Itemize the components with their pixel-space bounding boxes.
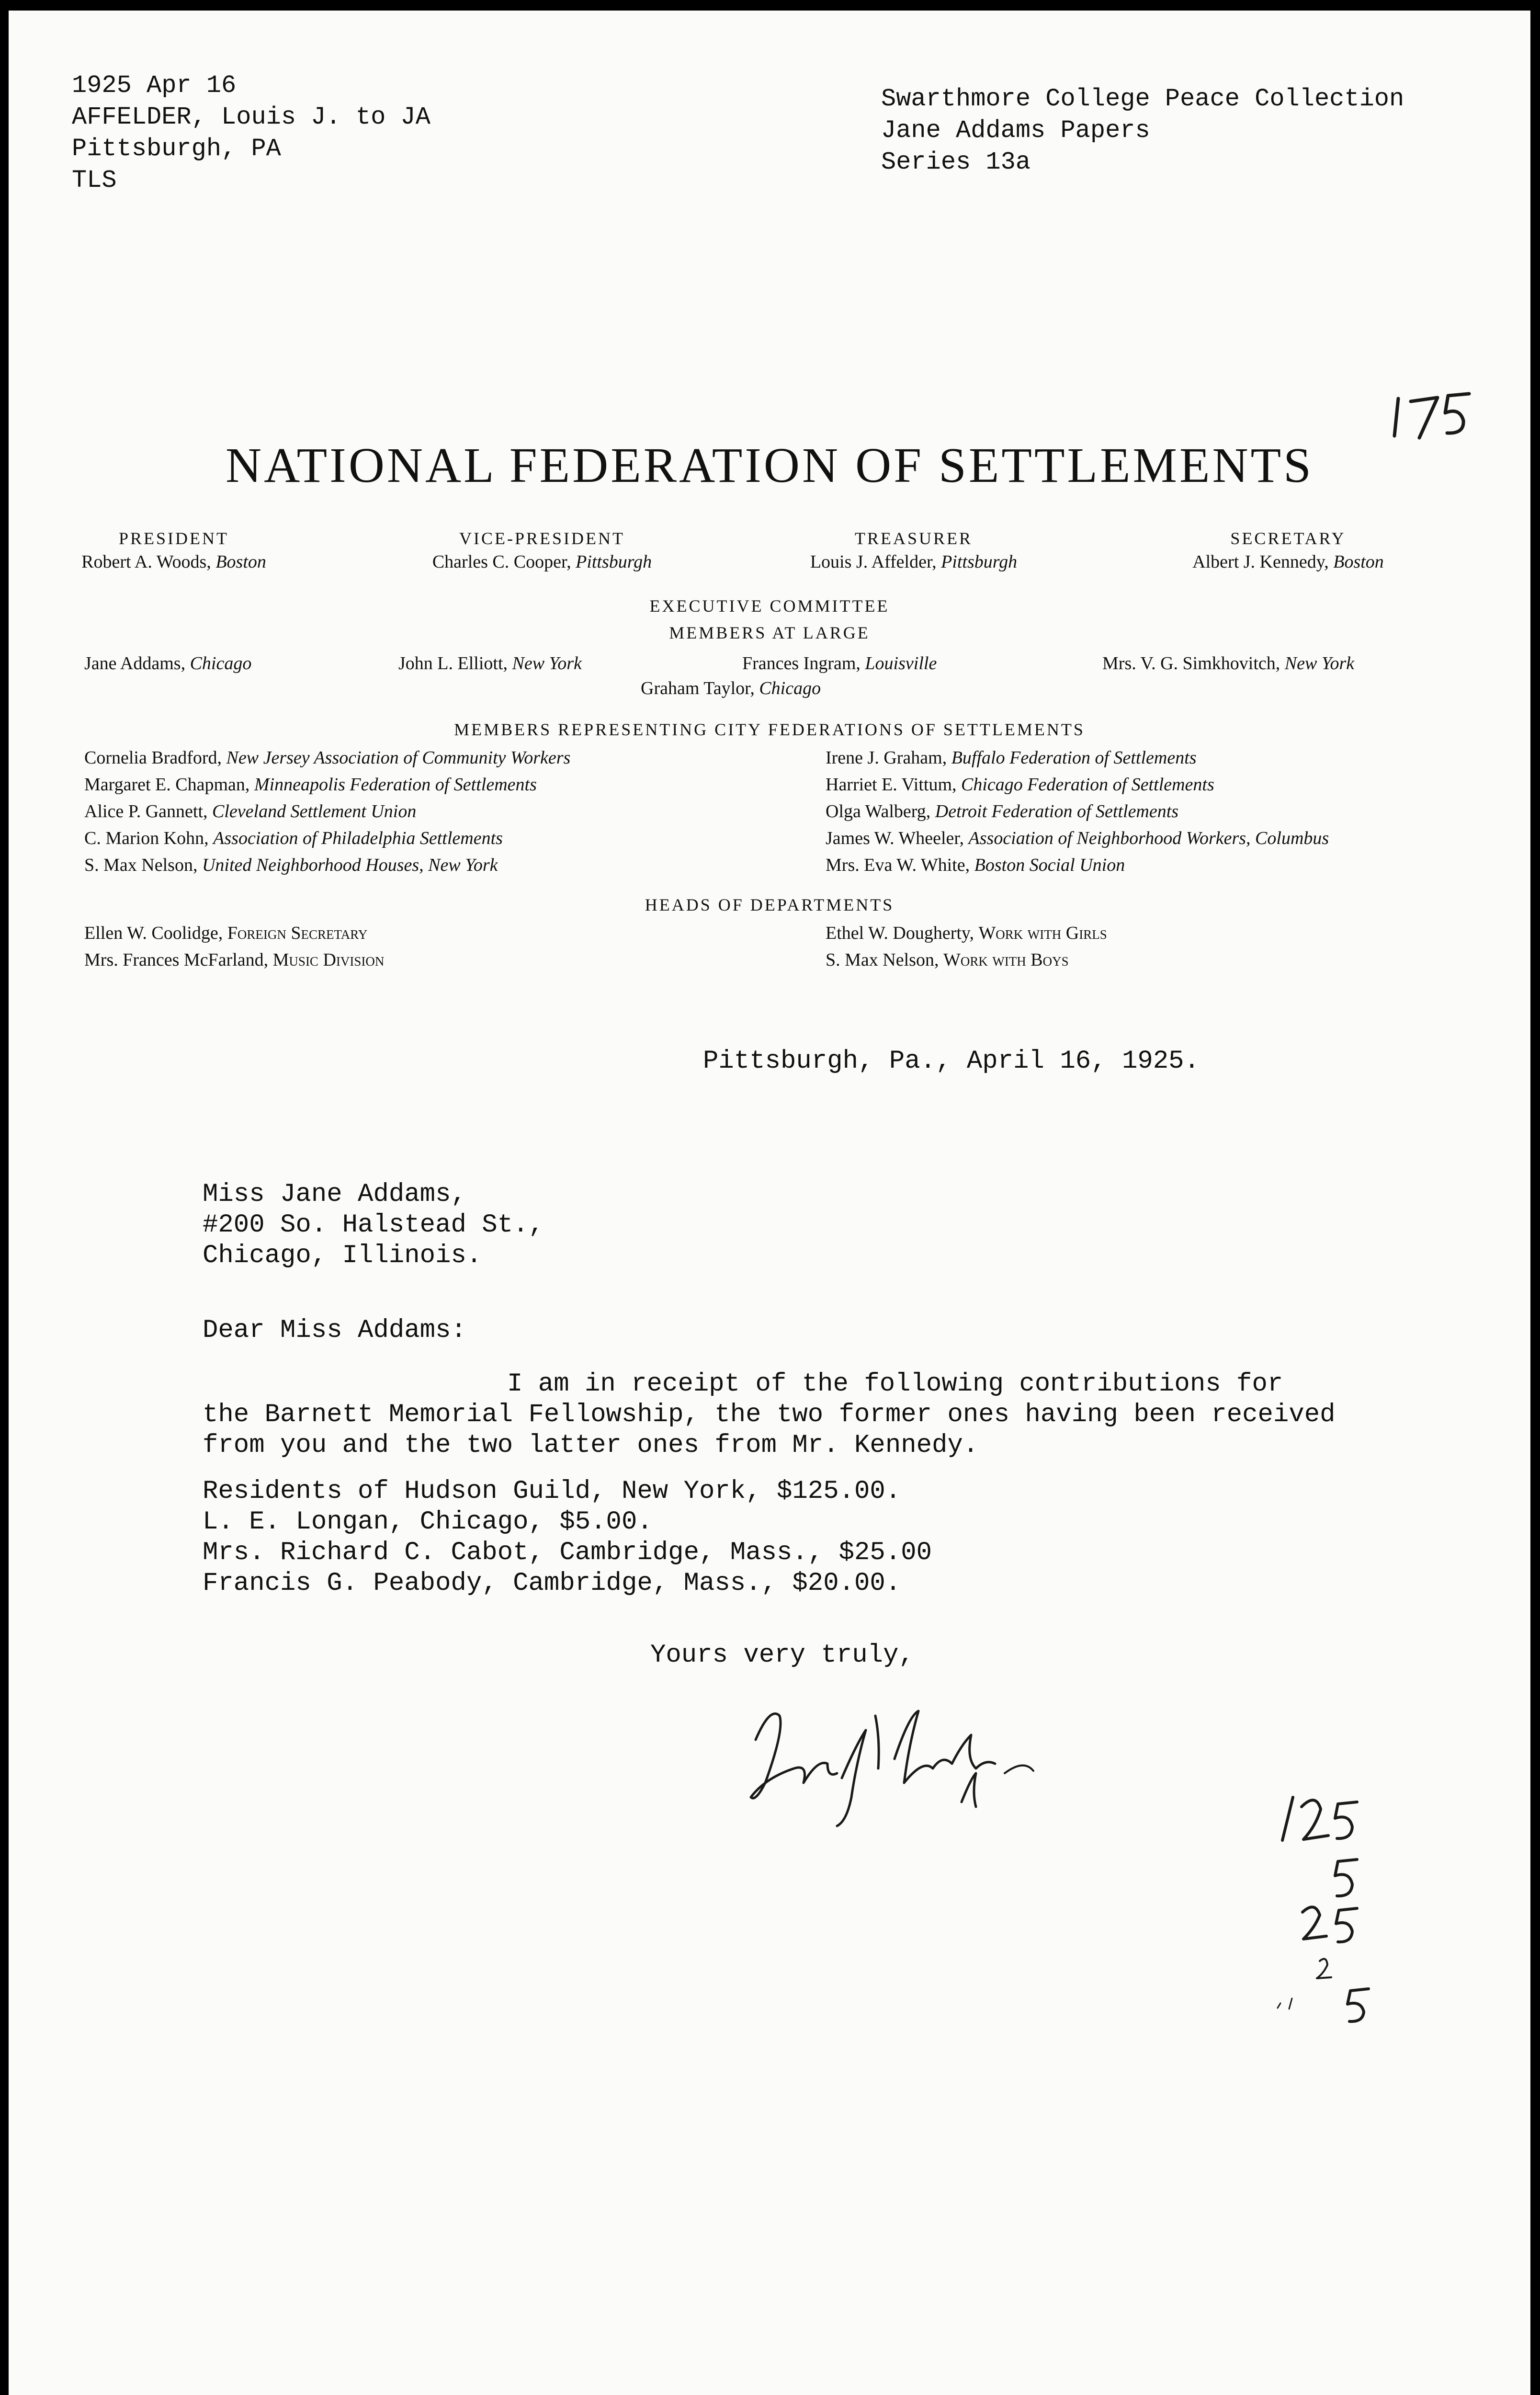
heads-of-departments-heading: HEADS OF DEPARTMENTS	[645, 895, 895, 914]
address-line: Chicago, Illinois.	[203, 1241, 482, 1270]
officer-name: Robert A. Woods,	[81, 552, 211, 572]
head-name: S. Max Nelson,	[826, 950, 939, 970]
member-at-large	[641, 676, 821, 700]
officer-name-line	[746, 550, 1081, 574]
city-federations-left	[84, 744, 570, 878]
body-line: the Barnett Memorial Fellowship, the two former ones having been received	[203, 1400, 1336, 1429]
member-name: Harriet E. Vittum,	[826, 775, 957, 795]
officer-city: Boston	[1333, 552, 1384, 572]
stamp-line: TLS	[72, 166, 117, 194]
member-name: Irene J. Graham,	[826, 748, 947, 768]
stamp-line: Swarthmore College Peace Collection	[881, 85, 1404, 113]
officer-treasurer	[746, 527, 1081, 574]
officer-role: VICE-PRESIDENT	[459, 529, 625, 548]
member-org: Cleveland Settlement Union	[212, 801, 417, 821]
officer-name-line	[374, 550, 710, 574]
member-org: Association of Philadelphia Settlements	[213, 828, 503, 848]
signature	[736, 1687, 1081, 1840]
head-name: Ellen W. Coolidge,	[84, 923, 223, 943]
officer-name: Charles C. Cooper,	[432, 552, 571, 572]
members-at-large-heading: MEMBERS AT LARGE	[669, 623, 870, 642]
member-name: Olga Walberg,	[826, 801, 931, 821]
contribution-line: Francis G. Peabody, Cambridge, Mass., $20.00.	[203, 1569, 901, 1598]
head-name: Mrs. Frances McFarland,	[84, 950, 269, 970]
heads-left	[84, 920, 384, 973]
city-federations-right	[826, 744, 1329, 878]
member-city: Chicago	[190, 653, 252, 673]
federation-member	[826, 798, 1329, 825]
stamp-line: Series 13a	[881, 148, 1031, 176]
member-city: New York	[1284, 653, 1355, 673]
member-city: Louisville	[865, 653, 937, 673]
body-line: I am in receipt of the following contributions for	[507, 1369, 1283, 1399]
officer-role: PRESIDENT	[118, 529, 229, 548]
federation-member	[84, 798, 570, 825]
executive-committee-heading: EXECUTIVE COMMITTEE	[649, 596, 890, 616]
officer-city: Pittsburgh	[941, 552, 1018, 572]
officer-role: TREASURER	[854, 529, 973, 548]
margin-tally	[1263, 1783, 1426, 2022]
city-federations-heading: MEMBERS REPRESENTING CITY FEDERATIONS OF SETTLEMENTS	[454, 720, 1085, 739]
tally-value	[1263, 2022, 1264, 2023]
member-city: New York	[512, 653, 582, 673]
member-name: C. Marion Kohn,	[84, 828, 209, 848]
member-name: John L. Elliott,	[398, 653, 508, 673]
department-head	[84, 947, 384, 973]
officer-city: Boston	[215, 552, 266, 572]
department-head	[84, 920, 384, 947]
officer-name-line	[1121, 550, 1456, 574]
officer-name-line	[6, 550, 341, 574]
federation-member	[826, 771, 1329, 798]
stamp-line: Jane Addams Papers	[881, 116, 1150, 145]
member-at-large	[398, 651, 582, 675]
federation-member	[84, 744, 570, 771]
contribution-line: L. E. Longan, Chicago, $5.00.	[203, 1507, 653, 1537]
dateline: Pittsburgh, Pa., April 16, 1925.	[703, 1047, 1200, 1076]
contribution-line: Mrs. Richard C. Cabot, Cambridge, Mass., $25.00	[203, 1538, 932, 1567]
member-org: Minneapolis Federation of Settlements	[254, 775, 537, 795]
member-org: Association of Neighborhood Workers, Columbus	[968, 828, 1329, 848]
federation-member	[826, 852, 1329, 878]
officer-city: Pittsburgh	[576, 552, 652, 572]
member-org: New Jersey Association of Community Workers	[226, 748, 571, 768]
member-at-large	[84, 651, 251, 675]
member-name: Mrs. Eva W. White,	[826, 855, 970, 875]
address-line: Miss Jane Addams,	[203, 1180, 466, 1209]
member-at-large	[1102, 651, 1354, 675]
heads-right	[826, 920, 1107, 973]
stamp-line: Pittsburgh, PA	[72, 135, 281, 163]
officer-president	[6, 527, 341, 574]
head-dept: Music Division	[272, 950, 385, 970]
member-org: United Neighborhood Houses, New York	[202, 855, 498, 875]
member-org: Boston Social Union	[974, 855, 1125, 875]
member-name: Mrs. V. G. Simkhovitch,	[1102, 653, 1280, 673]
body-line: from you and the two latter ones from Mr. Kennedy.	[203, 1431, 979, 1460]
member-org: Buffalo Federation of Settlements	[951, 748, 1197, 768]
stamp-line: AFFELDER, Louis J. to JA	[72, 103, 430, 131]
officer-role: SECRETARY	[1230, 529, 1346, 548]
federation-member	[826, 744, 1329, 771]
member-name: Margaret E. Chapman,	[84, 775, 250, 795]
member-city: Chicago	[759, 678, 821, 698]
member-name: Alice P. Gannett,	[84, 801, 208, 821]
federation-member	[826, 825, 1329, 852]
inside-address	[203, 1179, 544, 1271]
officer-secretary	[1121, 527, 1456, 574]
member-name: Graham Taylor,	[641, 678, 755, 698]
federation-member	[84, 852, 570, 878]
member-at-large	[742, 651, 937, 675]
member-name: James W. Wheeler,	[826, 828, 964, 848]
letter-body	[203, 1369, 1336, 1461]
officer-name: Albert J. Kennedy,	[1192, 552, 1329, 572]
member-org: Detroit Federation of Settlements	[935, 801, 1179, 821]
address-line: #200 So. Halstead St.,	[203, 1210, 544, 1240]
salutation: Dear Miss Addams:	[203, 1316, 466, 1345]
department-head	[826, 920, 1107, 947]
archive-stamp-right	[881, 83, 1404, 178]
head-name: Ethel W. Dougherty,	[826, 923, 974, 943]
member-org: Chicago Federation of Settlements	[961, 775, 1214, 795]
officer-vice-president	[374, 527, 710, 574]
department-head	[826, 947, 1107, 973]
page-number-handwritten	[1388, 379, 1483, 446]
head-dept: Foreign Secretary	[227, 923, 368, 943]
member-name: Frances Ingram,	[742, 653, 861, 673]
stamp-line: 1925 Apr 16	[72, 71, 237, 100]
federation-member	[84, 825, 570, 852]
archive-stamp-left	[72, 70, 430, 196]
closing: Yours very truly,	[650, 1641, 914, 1670]
contributions-list	[203, 1476, 932, 1599]
member-name: Cornelia Bradford,	[84, 748, 222, 768]
member-name: S. Max Nelson,	[84, 855, 198, 875]
head-dept: Work with Girls	[978, 923, 1107, 943]
federation-member	[84, 771, 570, 798]
member-name: Jane Addams,	[84, 653, 186, 673]
officer-name: Louis J. Affelder,	[810, 552, 937, 572]
contribution-line: Residents of Hudson Guild, New York, $125.00.	[203, 1477, 901, 1506]
letter-page	[9, 11, 1530, 2395]
letterhead-title: NATIONAL FEDERATION OF SETTLEMENTS	[225, 438, 1314, 493]
head-dept: Work with Boys	[943, 950, 1069, 970]
